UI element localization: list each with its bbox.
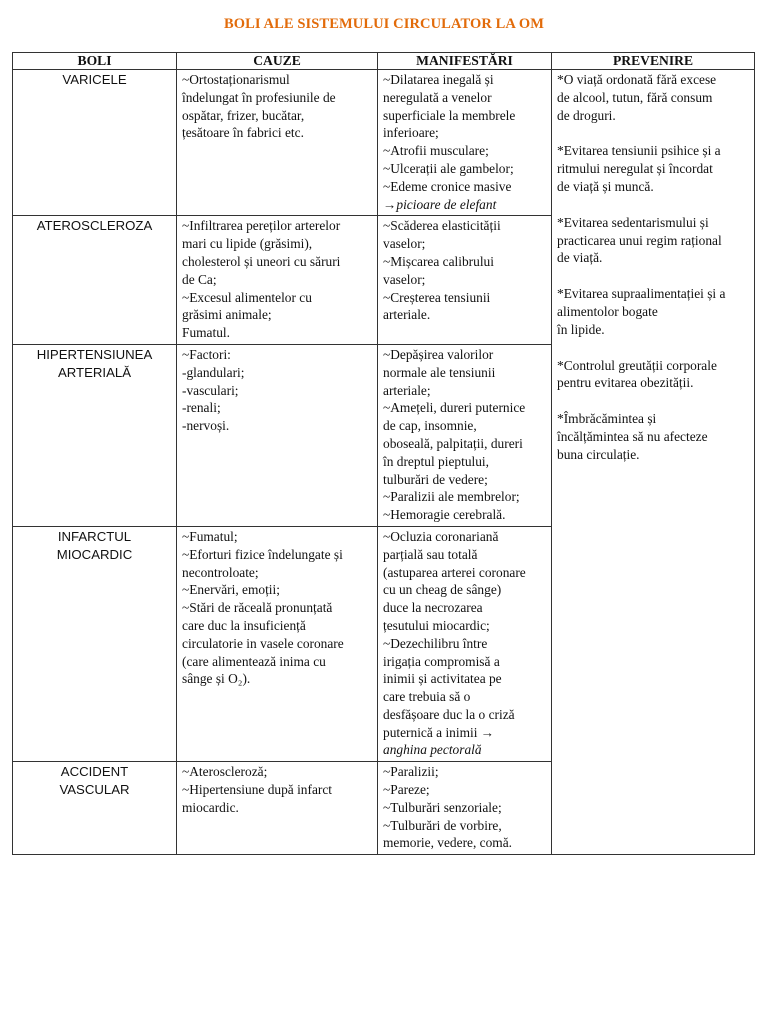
prevention-item: *Evitarea sedentarismului și practicarea unui regim rațional de viață. (557, 214, 722, 266)
cell-cauze (177, 70, 378, 216)
causes-text: ~Fumatul; ~Eforturi fizice îndelungate și necontroloate; ~Enervări, emoții; ~Stări de răceală pronunțată care duc la insuficiență circulatorie in vasele coronare (care alimentează inima cu sânge și O₂). (182, 528, 344, 687)
manifestations-italic: →picioare de elefant (383, 196, 497, 212)
cell-boli (13, 762, 177, 855)
cell-cauze (177, 344, 378, 526)
disease-name: HIPERTENSIUNEA ARTERIALĂ (36, 346, 153, 380)
prevention-item: *Evitarea supraalimentației și a alimentolor bogate în lipide. (557, 286, 726, 337)
prevention-item: *Evitarea tensiunii psihice și a ritmului neregulat și încordat de viață și muncă. (557, 143, 721, 194)
causes-text: ~Ortostaționarismul îndelungat în profesiunile de ospătar, frizer, bucătar, țesătoare în fabrici etc. (182, 72, 336, 141)
disease-name: INFARCTUL MIOCARDIC (56, 528, 133, 562)
manifestations-text: ~Dilatarea inegală și neregulată a venelor superficiale la membrele inferioare; ~Atrofii musculare; ~Ulcerații ale gambelor; ~Edeme cronice masive (383, 72, 516, 194)
cell-manifestari (378, 344, 552, 526)
causes-text: ~Infiltrarea pereților arterelor mari cu lipide (grăsimi), cholesterol și uneori cu săruri de Ca; ~Excesul alimentelor cu grăsimi animale; Fumatul. (182, 218, 341, 341)
diseases-table (12, 52, 755, 855)
header-cauze: CAUZE (177, 53, 378, 70)
prevention-item: *O viață ordonată fără excese de alcool, tutun, fără consum de droguri. (557, 72, 717, 123)
cell-cauze (177, 216, 378, 345)
cell-manifestari (378, 216, 552, 345)
cell-boli (13, 216, 177, 345)
cell-cauze (177, 526, 378, 761)
disease-name: ATEROSCLEROZA (36, 218, 153, 234)
header-manifestari: MANIFESTĂRI (378, 53, 552, 70)
cell-manifestari (378, 70, 552, 216)
manifestations-text: ~Paralizii; ~Pareze; ~Tulburări senzoriale; ~Tulburări de vorbire, memorie, vedere, comă. (383, 764, 513, 851)
cell-manifestari (378, 762, 552, 855)
manifestations-text: ~Scăderea elasticității vaselor; ~Mișcarea calibrului vaselor; ~Creșterea tensiunii arteriale. (383, 218, 501, 323)
table-row (13, 70, 755, 216)
causes-text: ~Factori: -glandulari; -vasculari; -renali; -nervoși. (182, 346, 245, 434)
causes-text: ~Ateroscleroză; ~Hipertensiune după infarct miocardic. (182, 764, 333, 815)
manifestations-italic: anghina pectorală (383, 742, 482, 758)
header-boli: BOLI (13, 53, 177, 70)
cell-cauze (177, 762, 378, 855)
cell-prevenire (552, 70, 755, 855)
disease-name: ACCIDENT VASCULAR (59, 764, 130, 798)
header-prevenire: PREVENIRE (552, 53, 755, 70)
table-header-row (13, 53, 755, 70)
prevention-item: *Controlul greutății corporale pentru evitarea obezității. (557, 357, 717, 391)
manifestations-text: ~Depășirea valorilor normale ale tensiunii arteriale; ~Amețeli, dureri puternice de cap, insomnie, oboseală, palpitații, dureri în dreptul pieptului, tulburări de vedere; ~Paralizii ale membrelor; ~Hemoragie cerebrală. (383, 346, 526, 523)
cell-boli (13, 70, 177, 216)
prevention-item: *Îmbrăcămintea și încălțămintea să nu afecteze buna circulație. (557, 411, 708, 462)
cell-boli (13, 344, 177, 526)
manifestations-text: ~Ocluzia coronariană parțială sau totală (astuparea arterei coronare cu un cheag de sânge) duce la necrozarea țesutului miocardic; ~Dezechilibru între irigația compromisă a inimii și activitatea pe care trebuia să o desfășoare duc la o criză puternică a inimii → (383, 528, 526, 740)
cell-boli (13, 526, 177, 761)
document-title: BOLI ALE SISTEMULUI CIRCULATOR LA OM (223, 16, 545, 32)
disease-name: VARICELE (62, 72, 127, 87)
cell-manifestari (378, 526, 552, 761)
